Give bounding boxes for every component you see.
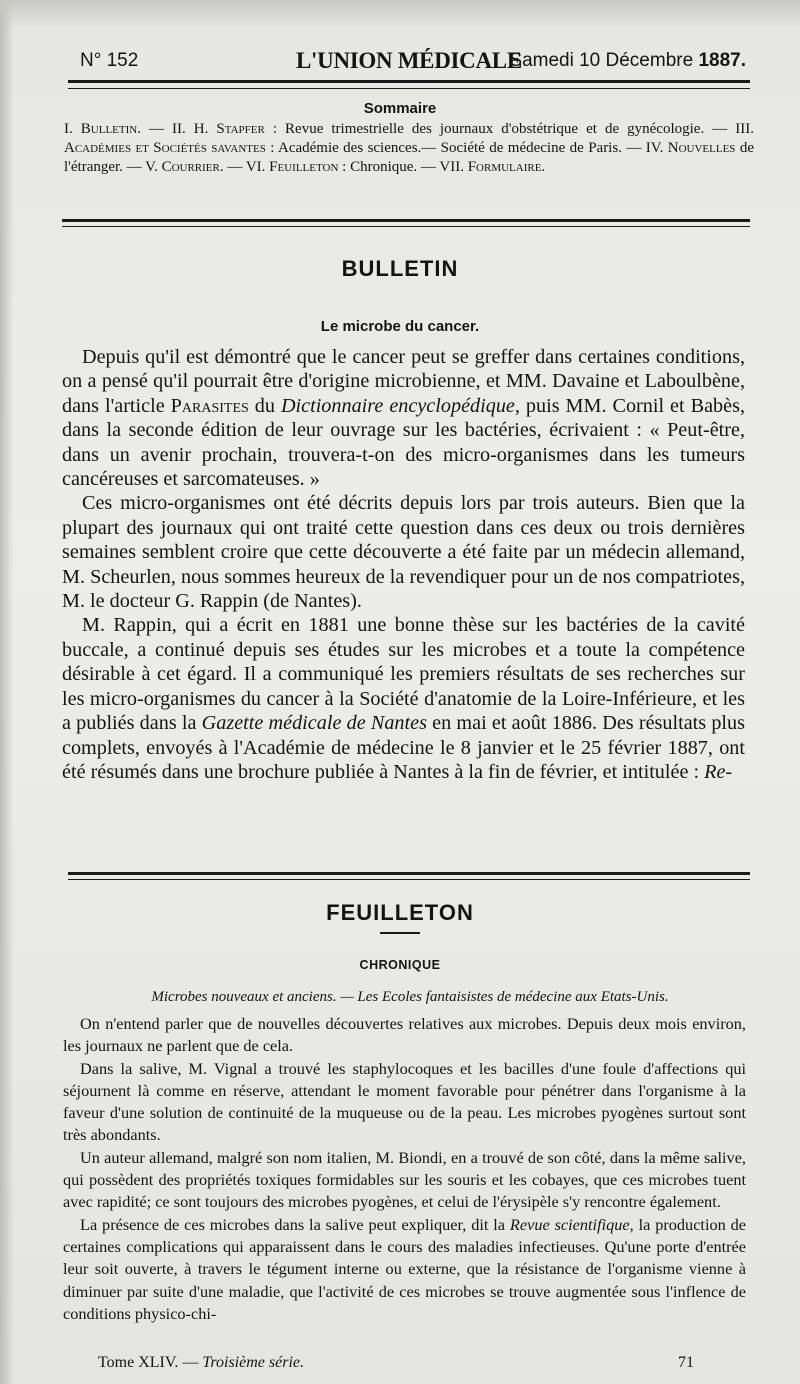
page-shadow-top [0, 0, 800, 30]
sommaire-sc-1: Stapfer [216, 121, 265, 137]
footer-serie: Troisième série. [202, 1354, 304, 1371]
feuilleton-underline [380, 932, 420, 934]
issue-number: N° 152 [80, 50, 139, 71]
feuilleton-paragraph-2: Dans la salive, M. Vignal a trouvé les staphylocoques et les bacilles d'une foule d'affections qui séjournent là comme en réserve, attendant le moment favorable pour pénétrer dans l'organisme à la faveur d'une solution de continuité de la muqueuse ou de la peau. Les microbes pyogènes surtout sont très abondants. [63, 1058, 746, 1145]
sommaire-rule [62, 219, 750, 222]
page-footer [98, 1354, 694, 1376]
sommaire-text-1: : Revue trimestrielle des journaux d'obstétrique et de gynécologie. — III. [264, 121, 754, 137]
sommaire-text-0: — II. H. [140, 121, 217, 137]
masthead-rule-thin [68, 88, 750, 89]
sommaire-rule-thin [62, 226, 750, 227]
masthead [80, 50, 746, 80]
issue-year: 1887. [698, 50, 746, 71]
sommaire-text-4: — VI. [223, 159, 270, 175]
feuilleton-p4-italic: Revue scientifique, [509, 1214, 634, 1234]
article-title: Le microbe du cancer. [320, 318, 480, 335]
sommaire-sc-3: Nouvelles [667, 140, 736, 156]
journal-title: L'UNION MÉDICALE [296, 48, 522, 73]
feuilleton-paragraph-1: On n'entend parler que de nouvelles découvertes relatives aux microbes. Depuis deux mois environ, les journaux ne parlent que de cela. [63, 1014, 746, 1056]
page-number: 71 [678, 1354, 694, 1371]
bulletin-body [62, 345, 745, 784]
sommaire-text-5: : Chronique. — VII. [338, 159, 468, 175]
chronique-heading: CHRONIQUE [359, 958, 441, 972]
chronique-subtitle: Microbes nouveaux et anciens. — Les Ecoles fantaisistes de médecine aux Etats-Unis. [151, 989, 669, 1005]
sommaire-sc-4: Courrier. [161, 159, 224, 175]
bulletin-paragraph-2: Ces micro-organismes ont été décrits depuis lors par trois auteurs. Bien que la plupart des journaux qui ont traité cette question dans ces deux ou trois dernières semaines semblent croire que cette découverte a été faite par un médecin allemand, M. Scheurlen, nous sommes heureux de la revendiquer pour un de nos compatriotes, M. le docteur G. Rappin (de Nantes). [62, 492, 745, 613]
bulletin-p3-end: Re- [704, 760, 733, 783]
bulletin-p1-sc: Parasites [170, 394, 249, 417]
feuilleton-heading: FEUILLETON [326, 900, 474, 925]
feuilleton-rule-thin [68, 879, 750, 880]
sommaire-text [64, 120, 754, 177]
feuilleton-p4-a: La présence de ces microbes dans la salive peut expliquer, dit la [80, 1214, 510, 1234]
sommaire-sc-0: I. Bulletin. [64, 121, 141, 137]
bulletin-p3-italic: Gazette médicale de Nantes [201, 712, 427, 735]
sommaire-text-2: : Académie des sciences.— Société de médecine de Paris. — IV. [265, 140, 668, 156]
feuilleton-p4-b: la production de certaines complications qui apparaissent dans le cours des maladies infectieuses. Qu'une porte d'entrée leur soit ouverte, à travers le tégument interne ou externe, que la résistance de l'organisme vienne à diminuer par suite d'une maladie, que l'activité de ces microbes se trouve augmentée sous l'inflence de conditions physico-chi- [63, 1214, 746, 1323]
bulletin-p1-b: du [248, 394, 281, 417]
issue-date [509, 50, 746, 72]
masthead-rule-thick [68, 80, 750, 83]
sommaire-sc-2: Académies et Sociétés savantes [64, 140, 266, 156]
sommaire-sc-6: Formulaire. [467, 159, 546, 175]
bulletin-p1-a: Depuis qu'il est démontré que le cancer peut se greffer dans certaines conditions, on a pensé qu'il pourrait être d'origine microbienne, et MM. Davaine et Laboulbène, dans l'article [62, 346, 745, 417]
footer-tome [98, 1354, 304, 1372]
bulletin-p1-c: puis MM. Cornil et Babès, dans la seconde édition de leur ouvrage sur les bactéries, écrivaient : « Peut-être, dans un avenir prochain, trouvera-t-on des micro-organismes dans les tumeurs cancéreuses et sarcomateuses. » [62, 394, 745, 491]
bulletin-p3-a: M. Rappin, qui a écrit en 1881 une bonne thèse sur les bactéries de la cavité buccale, a continué depuis ses études sur les microbes et a toute la compétence désirable à cet égard. Il a communiqué les premiers résultats de ses recherches sur les micro-organismes du cancer à la Société d'anatomie de la Loire-Inférieure, et les a publiés dans la [62, 614, 745, 735]
feuilleton-rule-thick [68, 872, 750, 875]
sommaire-text-3: de l'étranger. — V. [64, 140, 754, 175]
bulletin-paragraph-3 [62, 613, 745, 784]
feuilleton-paragraph-4 [63, 1214, 746, 1325]
bulletin-paragraph-1 [62, 345, 745, 491]
sommaire-sc-5: Feuilleton [269, 159, 339, 175]
feuilleton-paragraph-3: Un auteur allemand, malgré son nom italien, M. Biondi, en a trouvé de son côté, dans la même salive, qui possèdent des propriétés toxiques formidables sur les souris et les cobayes, que ces microbes tuent avec rapidité; ce sont toujours des microbes pyogènes, et celui de l'érysipèle s'y rencontre également. [63, 1147, 746, 1212]
bulletin-heading: BULLETIN [341, 256, 459, 281]
bulletin-p3-b: en mai et août 1886. Des résultats plus complets, envoyés à l'Académie de médecine le 8 janvier et le 25 février 1887, ont été résumés dans une brochure publiée à Nantes à la fin de février, et intitulée : [62, 712, 745, 783]
footer-tome-text: Tome XLIV. — [98, 1354, 199, 1371]
bulletin-p1-italic: Dictionnaire encyclopédique, [280, 394, 520, 417]
issue-date-day: Samedi 10 Décembre [509, 50, 694, 71]
page-shadow-left [0, 0, 14, 1384]
feuilleton-body [63, 1013, 746, 1325]
sommaire-title: Sommaire [363, 100, 437, 117]
